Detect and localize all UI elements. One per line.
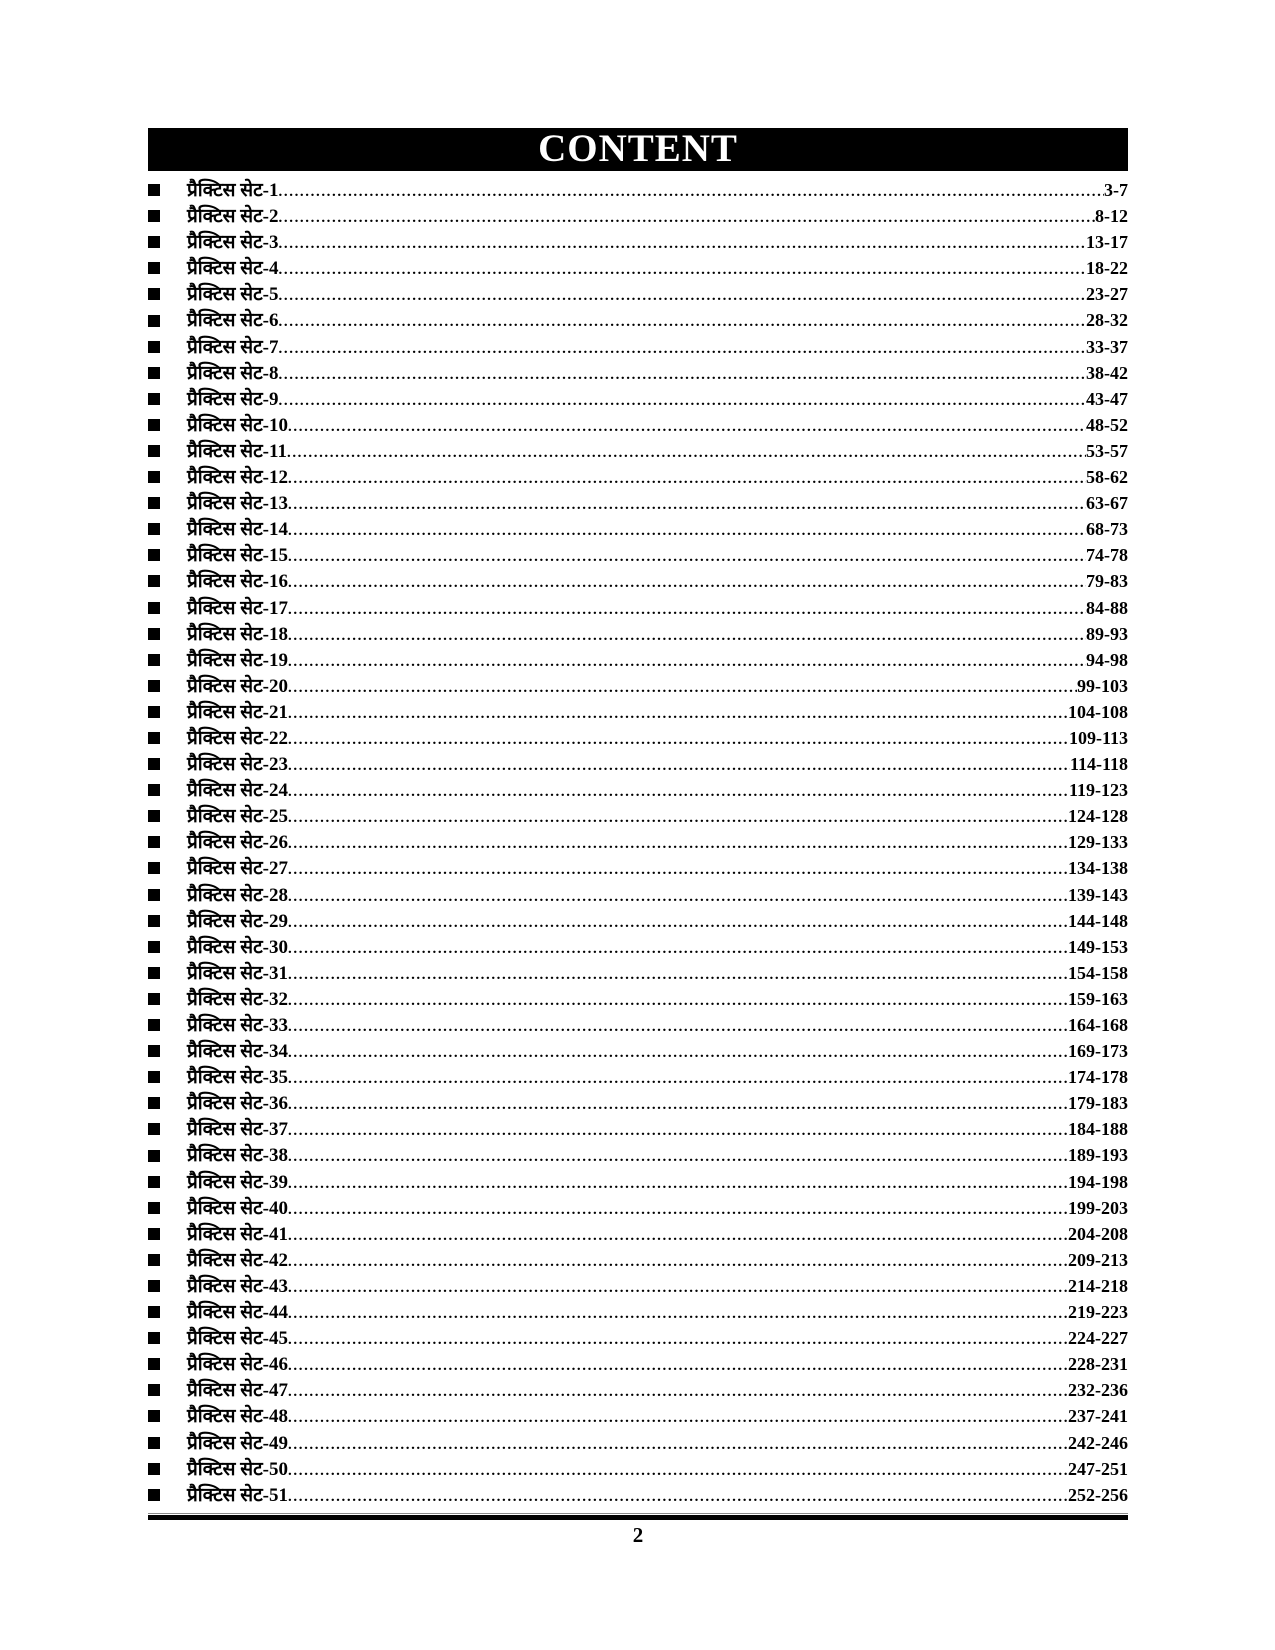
toc-entry-label: प्रैक्टिस सेट-40 — [187, 1197, 289, 1219]
toc-entry — [148, 934, 1128, 960]
toc-entry-pages: 169-173 — [1068, 1041, 1128, 1062]
toc-entry-label: प्रैक्टिस सेट-31 — [187, 962, 289, 984]
toc-entry — [148, 803, 1128, 829]
toc-entry — [148, 1299, 1128, 1325]
toc-entry-pages: 84-88 — [1086, 597, 1128, 618]
square-bullet-icon — [148, 1150, 160, 1162]
toc-entry-label: प्रैक्टिस सेट-3 — [187, 232, 279, 254]
toc-entry — [148, 1221, 1128, 1247]
dot-leader — [288, 518, 1086, 542]
dot-leader — [288, 1171, 1068, 1195]
toc-entry — [148, 307, 1128, 333]
toc-entry-pages: 99-103 — [1077, 675, 1128, 696]
toc-entry-label: प्रैक्टिस सेट-15 — [187, 545, 289, 567]
toc-entry-pages: 199-203 — [1068, 1197, 1128, 1218]
toc-entry-pages: 13-17 — [1086, 232, 1128, 253]
dot-leader — [288, 649, 1086, 673]
toc-entry-pages: 224-227 — [1068, 1328, 1128, 1349]
dot-leader — [288, 1040, 1068, 1064]
toc-entry-label: प्रैक्टिस सेट-46 — [187, 1354, 289, 1376]
square-bullet-icon — [148, 732, 160, 744]
dot-leader — [288, 1014, 1068, 1038]
toc-entry-label: प्रैक्टिस सेट-8 — [187, 362, 279, 384]
toc-entry — [148, 177, 1128, 203]
toc-entry — [148, 1090, 1128, 1116]
dot-leader — [288, 1197, 1068, 1221]
dot-leader — [288, 1144, 1068, 1168]
square-bullet-icon — [148, 471, 160, 483]
square-bullet-icon — [148, 758, 160, 770]
footer-rule-thin — [148, 1513, 1128, 1514]
toc-entry-pages: 124-128 — [1068, 806, 1128, 827]
toc-entry-label: प्रैक्टिस सेट-36 — [187, 1093, 289, 1115]
square-bullet-icon — [148, 1019, 160, 1031]
dot-leader — [288, 1405, 1068, 1429]
page-footer — [148, 1513, 1128, 1548]
toc-entry — [148, 673, 1128, 699]
square-bullet-icon — [148, 836, 160, 848]
toc-entry-label: प्रैक्टिस सेट-35 — [187, 1067, 289, 1089]
dot-leader — [288, 727, 1069, 751]
toc-entry-pages: 189-193 — [1068, 1145, 1128, 1166]
square-bullet-icon — [148, 810, 160, 822]
toc-entry — [148, 1195, 1128, 1221]
toc-entry-label: प्रैक्टिस सेट-37 — [187, 1119, 289, 1141]
toc-entry — [148, 1064, 1128, 1090]
toc-entry-label: प्रैक्टिस सेट-42 — [187, 1249, 289, 1271]
toc-entry-label: प्रैक्टिस सेट-13 — [187, 493, 289, 515]
dot-leader — [288, 1327, 1068, 1351]
square-bullet-icon — [148, 1202, 160, 1214]
toc-entry-pages: 89-93 — [1086, 623, 1128, 644]
toc-entry-label: प्रैक्टिस सेट-41 — [187, 1223, 289, 1245]
square-bullet-icon — [148, 184, 160, 196]
toc-entry — [148, 1247, 1128, 1273]
toc-entry — [148, 751, 1128, 777]
toc-entry-pages: 18-22 — [1086, 258, 1128, 279]
dot-leader — [279, 336, 1086, 360]
toc-entry-label: प्रैक्टिस सेट-29 — [187, 910, 289, 932]
dot-leader — [279, 179, 1104, 203]
square-bullet-icon — [148, 1332, 160, 1344]
toc-entry — [148, 386, 1128, 412]
toc-entry-pages: 144-148 — [1068, 910, 1128, 931]
toc-entry — [148, 1012, 1128, 1038]
toc-entry — [148, 1116, 1128, 1142]
dot-leader — [288, 936, 1068, 960]
square-bullet-icon — [148, 393, 160, 405]
toc-entry-pages: 68-73 — [1086, 519, 1128, 540]
toc-entry-pages: 219-223 — [1068, 1302, 1128, 1323]
toc-entry-label: प्रैक्टिस सेट-49 — [187, 1432, 289, 1454]
toc-entry — [148, 1169, 1128, 1195]
toc-entry — [148, 595, 1128, 621]
toc-entry-label: प्रैक्टिस सेट-50 — [187, 1458, 289, 1480]
toc-entry — [148, 412, 1128, 438]
toc-entry-label: प्रैक्टिस सेट-6 — [187, 310, 279, 332]
toc-entry-pages: 232-236 — [1068, 1380, 1128, 1401]
toc-entry — [148, 1351, 1128, 1377]
dot-leader — [288, 1118, 1068, 1142]
toc-entry — [148, 699, 1128, 725]
toc-entry-pages: 154-158 — [1068, 962, 1128, 983]
dot-leader — [288, 1458, 1068, 1482]
toc-entry-label: प्रैक्टिस सेट-39 — [187, 1171, 289, 1193]
toc-entry-pages: 159-163 — [1068, 988, 1128, 1009]
square-bullet-icon — [148, 1358, 160, 1370]
toc-entry — [148, 438, 1128, 464]
toc-entry-pages: 43-47 — [1086, 388, 1128, 409]
dot-leader — [288, 544, 1086, 568]
square-bullet-icon — [148, 628, 160, 640]
toc-entry-label: प्रैक्टिस सेट-5 — [187, 284, 279, 306]
square-bullet-icon — [148, 497, 160, 509]
toc-entry — [148, 855, 1128, 881]
toc-entry-label: प्रैक्टिस सेट-22 — [187, 727, 289, 749]
dot-leader — [288, 1301, 1068, 1325]
toc-entry-label: प्रैक्टिस सेट-32 — [187, 988, 289, 1010]
toc-entry-label: प्रैक्टिस सेट-18 — [187, 623, 289, 645]
page-content — [148, 128, 1128, 1548]
square-bullet-icon — [148, 993, 160, 1005]
dot-leader — [288, 492, 1086, 516]
content-header-bar — [148, 128, 1128, 171]
dot-leader — [288, 779, 1069, 803]
toc-entry — [148, 908, 1128, 934]
toc-entry-label: प्रैक्टिस सेट-27 — [187, 858, 289, 880]
toc-entry-pages: 58-62 — [1086, 467, 1128, 488]
toc-entry-label: प्रैक्टिस सेट-38 — [187, 1145, 289, 1167]
toc-entry-label: प्रैक्टिस सेट-19 — [187, 649, 289, 671]
square-bullet-icon — [148, 1097, 160, 1109]
dot-leader — [288, 1249, 1068, 1273]
square-bullet-icon — [148, 784, 160, 796]
dot-leader — [287, 440, 1086, 464]
toc-entry-label: प्रैक्टिस सेट-34 — [187, 1041, 289, 1063]
toc-entry-label: प्रैक्टिस सेट-47 — [187, 1380, 289, 1402]
dot-leader — [279, 362, 1086, 386]
square-bullet-icon — [148, 654, 160, 666]
toc-entry-label: प्रैक्टिस सेट-21 — [187, 701, 289, 723]
dot-leader — [288, 1432, 1068, 1456]
dot-leader — [279, 257, 1086, 281]
toc-entry — [148, 229, 1128, 255]
square-bullet-icon — [148, 315, 160, 327]
toc-entry — [148, 1377, 1128, 1403]
dot-leader — [288, 1353, 1068, 1377]
toc-entry-pages: 63-67 — [1086, 493, 1128, 514]
toc-entry-label: प्रैक्टिस सेट-28 — [187, 884, 289, 906]
dot-leader — [279, 231, 1086, 255]
toc-entry — [148, 960, 1128, 986]
toc-entry-pages: 38-42 — [1086, 362, 1128, 383]
square-bullet-icon — [148, 1437, 160, 1449]
toc-entry-pages: 179-183 — [1068, 1093, 1128, 1114]
toc-entry-pages: 53-57 — [1086, 440, 1128, 461]
dot-leader — [288, 805, 1068, 829]
square-bullet-icon — [148, 575, 160, 587]
toc-entry-pages: 23-27 — [1086, 284, 1128, 305]
square-bullet-icon — [148, 1463, 160, 1475]
toc-entry-label: प्रैक्टिस सेट-45 — [187, 1328, 289, 1350]
toc-entry-label: प्रैक्टिस सेट-10 — [187, 414, 289, 436]
square-bullet-icon — [148, 889, 160, 901]
toc-entry-pages: 134-138 — [1068, 858, 1128, 879]
square-bullet-icon — [148, 967, 160, 979]
toc-entry — [148, 647, 1128, 673]
toc-entry-label: प्रैक्टिस सेट-7 — [187, 336, 279, 358]
toc-entry-pages: 114-118 — [1069, 754, 1128, 775]
square-bullet-icon — [148, 1306, 160, 1318]
toc-entry — [148, 516, 1128, 542]
square-bullet-icon — [148, 1254, 160, 1266]
toc-entry — [148, 1403, 1128, 1429]
toc-entry-pages: 33-37 — [1086, 336, 1128, 357]
square-bullet-icon — [148, 1123, 160, 1135]
square-bullet-icon — [148, 1410, 160, 1422]
square-bullet-icon — [148, 419, 160, 431]
toc-entry-pages: 104-108 — [1068, 701, 1128, 722]
toc-entry — [148, 255, 1128, 281]
toc-entry-label: प्रैक्टिस सेट-25 — [187, 806, 289, 828]
dot-leader — [288, 1092, 1068, 1116]
dot-leader — [288, 884, 1068, 908]
toc-entry — [148, 829, 1128, 855]
dot-leader — [288, 988, 1068, 1012]
square-bullet-icon — [148, 341, 160, 353]
toc-entry-pages: 48-52 — [1086, 414, 1128, 435]
toc-entry-label: प्रैक्टिस सेट-16 — [187, 571, 289, 593]
square-bullet-icon — [148, 523, 160, 535]
toc-entry — [148, 1325, 1128, 1351]
toc-entry — [148, 1430, 1128, 1456]
toc-entry-pages: 214-218 — [1068, 1275, 1128, 1296]
footer-rule-thick — [148, 1515, 1128, 1520]
dot-leader — [279, 388, 1086, 412]
toc-entry — [148, 621, 1128, 647]
dot-leader — [288, 1223, 1068, 1247]
toc-entry-label: प्रैक्टिस सेट-26 — [187, 832, 289, 854]
toc-entry-label: प्रैक्टिस सेट-24 — [187, 780, 289, 802]
square-bullet-icon — [148, 1228, 160, 1240]
toc-entry — [148, 1456, 1128, 1482]
toc-entry-label: प्रैक्टिस सेट-1 — [187, 180, 279, 201]
toc-entry-pages: 194-198 — [1068, 1171, 1128, 1192]
square-bullet-icon — [148, 367, 160, 379]
toc-entry-label: प्रैक्टिस सेट-33 — [187, 1015, 289, 1036]
toc-entry-pages: 237-241 — [1068, 1406, 1128, 1427]
square-bullet-icon — [148, 1045, 160, 1057]
square-bullet-icon — [148, 1489, 160, 1501]
dot-leader — [288, 1484, 1068, 1508]
toc-entry — [148, 1482, 1128, 1508]
dot-leader — [288, 701, 1068, 725]
square-bullet-icon — [148, 1176, 160, 1188]
toc-entry-label: प्रैक्टिस सेट-51 — [187, 1484, 289, 1506]
square-bullet-icon — [148, 236, 160, 248]
toc-entry-pages: 8-12 — [1095, 206, 1128, 227]
toc-entry-label: प्रैक्टिस सेट-11 — [187, 440, 287, 462]
square-bullet-icon — [148, 1384, 160, 1396]
toc-entry — [148, 490, 1128, 516]
square-bullet-icon — [148, 210, 160, 222]
toc-entry-pages: 247-251 — [1068, 1458, 1128, 1479]
square-bullet-icon — [148, 445, 160, 457]
toc-entry — [148, 360, 1128, 386]
dot-leader — [288, 831, 1068, 855]
toc-entry-label: प्रैक्टिस सेट-4 — [187, 258, 279, 280]
square-bullet-icon — [148, 262, 160, 274]
toc-entry — [148, 203, 1128, 229]
square-bullet-icon — [148, 680, 160, 692]
toc-entry — [148, 986, 1128, 1012]
toc-entry-label: प्रैक्टिस सेट-9 — [187, 388, 279, 410]
dot-leader — [279, 283, 1086, 307]
toc-entry-pages: 242-246 — [1068, 1432, 1128, 1453]
square-bullet-icon — [148, 288, 160, 300]
dot-leader — [288, 414, 1086, 438]
toc-entry — [148, 1142, 1128, 1168]
toc-entry-pages: 204-208 — [1068, 1223, 1128, 1244]
toc-entry-pages: 164-168 — [1068, 1015, 1128, 1035]
toc-entry-label: प्रैक्टिस सेट-48 — [187, 1406, 289, 1428]
toc-entry — [148, 1273, 1128, 1299]
toc-entry — [148, 334, 1128, 360]
dot-leader — [288, 597, 1086, 621]
toc-entry-pages: 28-32 — [1086, 310, 1128, 331]
dot-leader — [288, 466, 1086, 490]
toc-entry-pages: 228-231 — [1068, 1354, 1128, 1375]
square-bullet-icon — [148, 941, 160, 953]
dot-leader — [288, 1379, 1068, 1403]
toc-entry-label: प्रैक्टिस सेट-44 — [187, 1302, 289, 1324]
toc-list — [148, 177, 1128, 1508]
dot-leader — [288, 753, 1070, 777]
toc-entry-pages: 119-123 — [1068, 780, 1128, 801]
dot-leader — [288, 623, 1086, 647]
dot-leader — [288, 910, 1068, 934]
square-bullet-icon — [148, 602, 160, 614]
toc-entry-pages: 3-7 — [1104, 180, 1128, 200]
dot-leader — [288, 1066, 1068, 1090]
dot-leader — [288, 675, 1077, 699]
dot-leader — [279, 205, 1095, 229]
square-bullet-icon — [148, 706, 160, 718]
toc-entry-pages: 149-153 — [1068, 936, 1128, 957]
dot-leader — [279, 309, 1086, 333]
dot-leader — [288, 570, 1086, 594]
toc-entry — [148, 777, 1128, 803]
toc-entry-pages: 174-178 — [1068, 1067, 1128, 1088]
toc-entry-pages: 94-98 — [1086, 649, 1128, 670]
toc-entry-label: प्रैक्टिस सेट-43 — [187, 1275, 289, 1297]
toc-entry-label: प्रैक्टिस सेट-30 — [187, 936, 289, 958]
toc-entry-pages: 129-133 — [1068, 832, 1128, 853]
toc-entry — [148, 464, 1128, 490]
square-bullet-icon — [148, 915, 160, 927]
page-number: 2 — [632, 1522, 644, 1547]
square-bullet-icon — [148, 1280, 160, 1292]
toc-entry-label: प्रैक्टिस सेट-20 — [187, 675, 289, 697]
toc-entry-pages: 109-113 — [1068, 727, 1128, 748]
toc-entry — [148, 568, 1128, 594]
dot-leader — [288, 962, 1068, 986]
toc-entry-pages: 252-256 — [1068, 1484, 1128, 1505]
dot-leader — [288, 1275, 1068, 1299]
square-bullet-icon — [148, 862, 160, 874]
square-bullet-icon — [148, 549, 160, 561]
toc-entry — [148, 1038, 1128, 1064]
dot-leader — [288, 857, 1068, 881]
page-title: CONTENT — [538, 126, 738, 170]
toc-entry — [148, 281, 1128, 307]
toc-entry-pages: 79-83 — [1086, 571, 1128, 592]
toc-entry-pages: 74-78 — [1086, 545, 1128, 566]
square-bullet-icon — [148, 1071, 160, 1083]
toc-entry-label: प्रैक्टिस सेट-17 — [187, 597, 289, 619]
toc-entry-pages: 184-188 — [1068, 1119, 1128, 1140]
toc-entry — [148, 542, 1128, 568]
toc-entry-label: प्रैक्टिस सेट-14 — [187, 519, 289, 541]
toc-entry — [148, 882, 1128, 908]
toc-entry-label: प्रैक्टिस सेट-23 — [187, 754, 289, 776]
toc-entry-label: प्रैक्टिस सेट-2 — [187, 206, 279, 228]
toc-entry-label: प्रैक्टिस सेट-12 — [187, 467, 289, 489]
toc-entry — [148, 725, 1128, 751]
toc-entry-pages: 139-143 — [1068, 884, 1128, 905]
toc-entry-pages: 209-213 — [1068, 1249, 1128, 1270]
